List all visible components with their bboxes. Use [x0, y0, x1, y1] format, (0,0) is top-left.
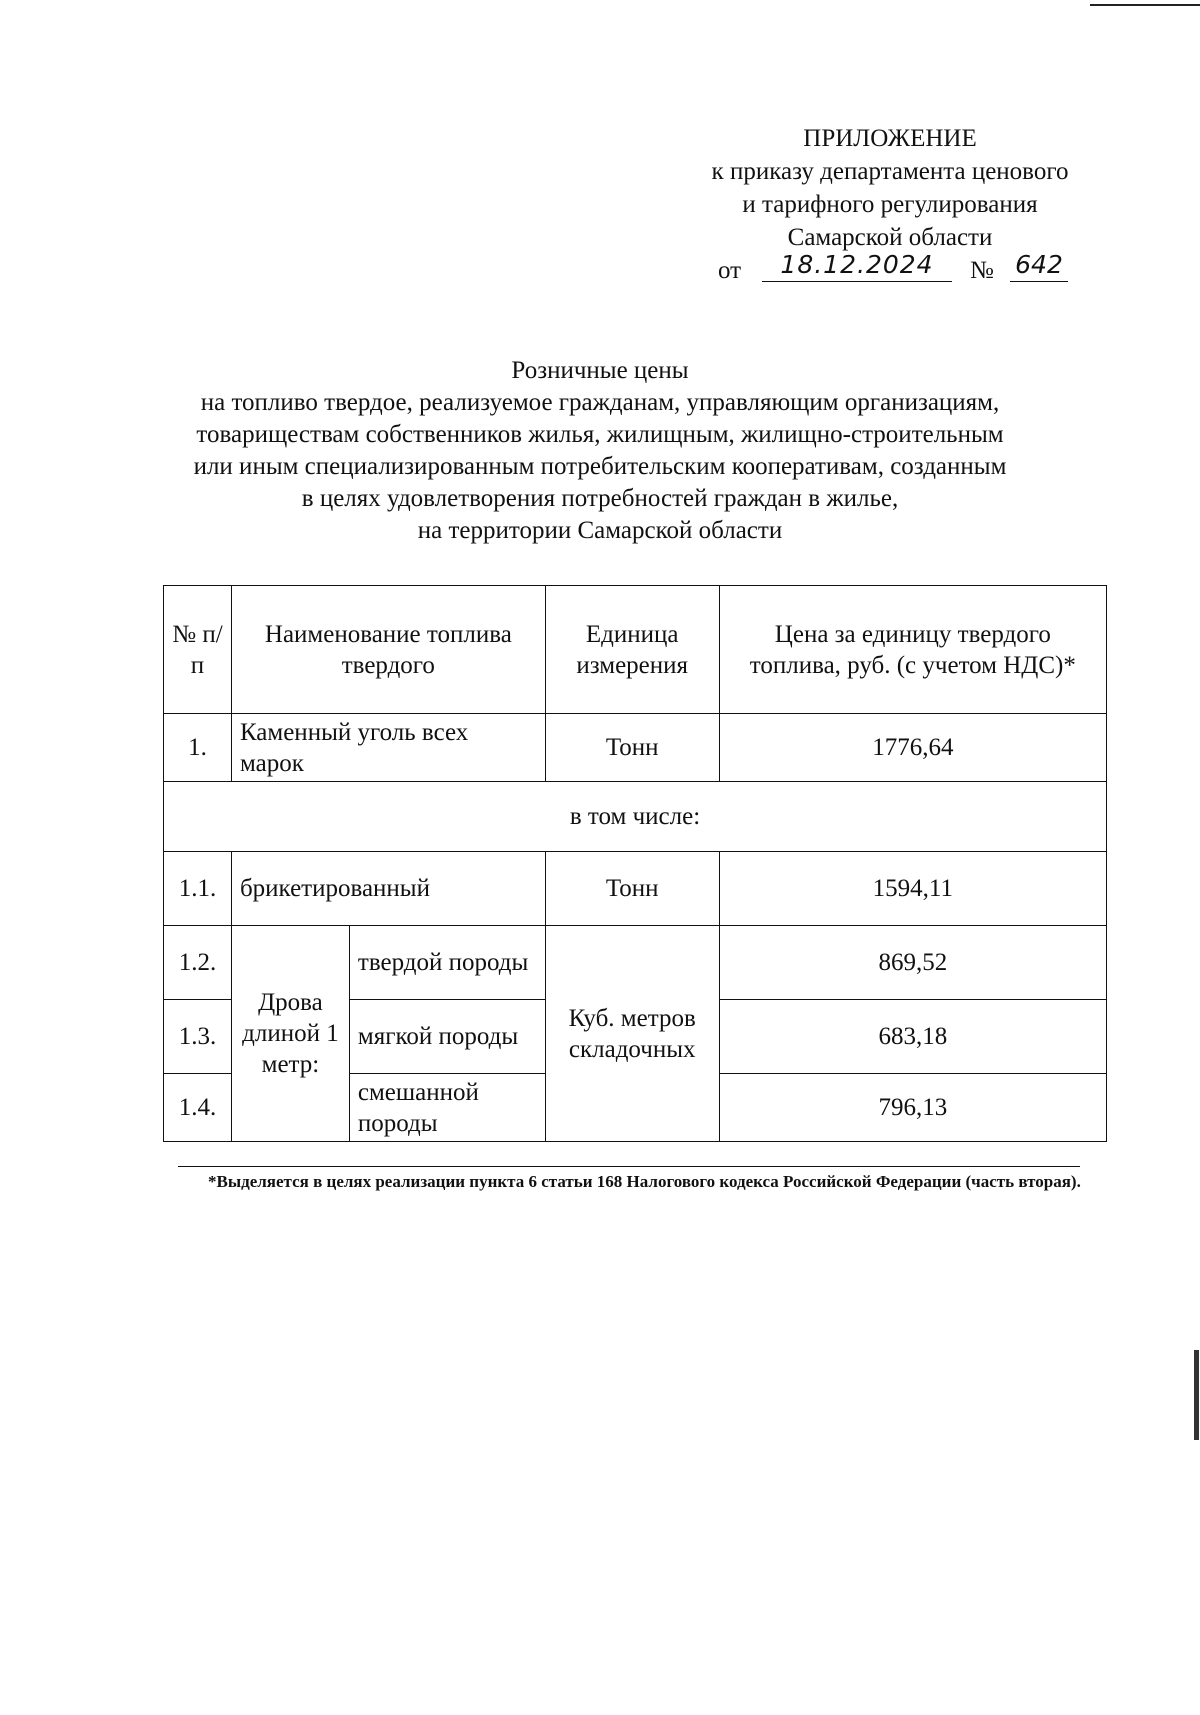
- row-num: 1.1.: [164, 852, 232, 926]
- row-name: брикетированный: [231, 852, 545, 926]
- table-row: [164, 714, 1107, 782]
- appendix-line-2: и тарифного регулирования: [742, 191, 1038, 218]
- prices-table: [163, 585, 1107, 1142]
- appendix-title: ПРИЛОЖЕНИЕ: [803, 125, 977, 152]
- row-price: 869,52: [719, 926, 1106, 1000]
- firewood-label: Дрова длиной 1 метр:: [231, 926, 349, 1142]
- row-num: 1.2.: [164, 926, 232, 1000]
- row-kind: твердой породы: [349, 926, 545, 1000]
- title-line-4: или иным специализированным потребительским кооперативам, созданным: [193, 453, 1007, 480]
- number-prefix: №: [970, 257, 994, 284]
- row-kind: мягкой породы: [349, 1000, 545, 1074]
- appendix-line-1: к приказу департамента ценового: [711, 158, 1069, 185]
- scan-edge-mark: [1194, 1350, 1199, 1440]
- row-unit: Тонн: [545, 714, 719, 782]
- table-subheader-row: [164, 782, 1107, 852]
- row-num: 1.4.: [164, 1074, 232, 1142]
- header-name: Наименование топлива твердого: [231, 586, 545, 714]
- appendix-block: [640, 122, 1140, 288]
- firewood-unit: Куб. метров складочных: [545, 926, 719, 1142]
- title-line-5: в целях удовлетворения потребностей граждан в жилье,: [301, 485, 899, 512]
- document-title: [150, 355, 1050, 547]
- order-date-number-line: [640, 250, 1140, 288]
- row-price: 1776,64: [719, 714, 1106, 782]
- row-num: 1.: [164, 714, 232, 782]
- subheader-including: в том числе:: [164, 782, 1107, 852]
- row-unit: Тонн: [545, 852, 719, 926]
- row-kind: смешанной породы: [349, 1074, 545, 1142]
- row-num: 1.3.: [164, 1000, 232, 1074]
- row-price: 683,18: [719, 1000, 1106, 1074]
- row-price: 1594,11: [719, 852, 1106, 926]
- row-name: Каменный уголь всех марок: [231, 714, 545, 782]
- footnote-divider: [178, 1166, 1080, 1167]
- header-price: Цена за единицу твердого топлива, руб. (с учетом НДС)*: [719, 586, 1106, 714]
- header-unit: Единица измерения: [545, 586, 719, 714]
- order-date-handwritten: 18.12.2024: [762, 248, 952, 282]
- title-line-1: Розничные цены: [511, 357, 689, 384]
- title-line-6: на территории Самарской области: [417, 517, 783, 544]
- table-row: [164, 852, 1107, 926]
- title-line-3: товариществам собственников жилья, жилищным, жилищно-строительным: [196, 421, 1004, 448]
- header-num: № п/п: [164, 586, 232, 714]
- date-prefix: от: [718, 257, 742, 284]
- scan-edge-mark: [1090, 4, 1200, 6]
- row-price: 796,13: [719, 1074, 1106, 1142]
- footnote: *Выделяется в целях реализации пункта 6 статьи 168 Налогового кодекса Российской Федерации (часть вторая).: [208, 1172, 1081, 1191]
- table-header-row: [164, 586, 1107, 714]
- title-line-2: на топливо твердое, реализуемое гражданам, управляющим организациям,: [200, 389, 1000, 416]
- order-number-handwritten: 642: [1010, 248, 1068, 282]
- appendix-line-3: Самарской области: [787, 224, 993, 251]
- table-row: [164, 926, 1107, 1000]
